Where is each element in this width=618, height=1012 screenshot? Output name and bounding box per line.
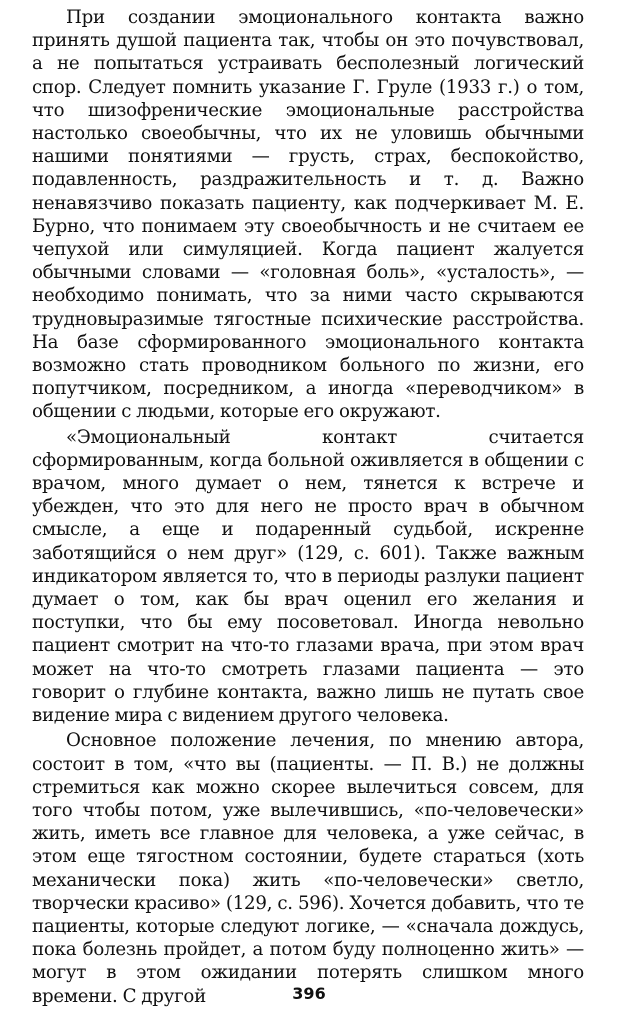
page-body: [32, 6, 584, 1008]
paragraph-2: «Эмоциональный контакт считается сформированным, когда больной оживляется в общении с врачом, много думает о нем, тянется к встрече и убежден, что это для него не просто врач в обычном смысле, а еще и подаренный судьбой, искренне заботящийся о нем друг» (129, с. 601). Также важным индикатором является то, что в периоды разлуки пациент думает о том, как бы врач оценил его желания и поступки, что бы ему посоветовал. Иногда невольно пациент смотрит на что-то глазами врача, при этом врач может на что-то смотреть глазами пациента — это говорит о глубине контакта, важно лишь не путать свое видение мира с видением другого человека.: [32, 426, 584, 727]
paragraph-3: Основное положение лечения, по мнению автора, состоит в том, «что вы (пациенты. — П. В.) не должны стремиться как можно скорее вылечиться совсем, для того чтобы потом, уже вылечившись, «по-человечески» жить, иметь все главное для человека, а уже сейчас, в этом еще тягостном состоянии, будете стараться (хоть механически пока) жить «по-человечески» светло, творчески красиво» (129, с. 596). Хочется добавить, что те пациенты, которые следуют логике, — «сначала дождусь, пока болезнь пройдет, а потом буду полноценно жить» — могут в этом ожидании потерять слишком много времени. С другой: [32, 730, 584, 1007]
page-number: 396: [292, 984, 326, 1003]
paragraph-1: При создании эмоционального контакта важно принять душой пациента так, чтобы он это почувствовал, а не попытаться устраивать бесполезный логический спор. Следует помнить указание Г. Груле (1933 г.) о том, что шизофренические эмоциональные расстройства настолько своеобычны, что их не уловишь обычными нашими понятиями — грусть, страх, беспокойство, подавленность, раздражительность и т. д. Важно ненавязчиво показать пациенту, как подчеркивает М. Е. Бурно, что понимаем эту своеобычность и не считаем ее чепухой или симуляцией. Когда пациент жалуется обычными словами — «головная боль», «усталость», — необходимо понимать, что за ними часто скрываются трудновыразимые тягостные психические расстройства. На базе сформированного эмоционального контакта возможно стать проводником больного по жизни, его попутчиком, посредником, а иногда «переводчиком» в общении с людьми, которые его окружают.: [32, 7, 584, 423]
